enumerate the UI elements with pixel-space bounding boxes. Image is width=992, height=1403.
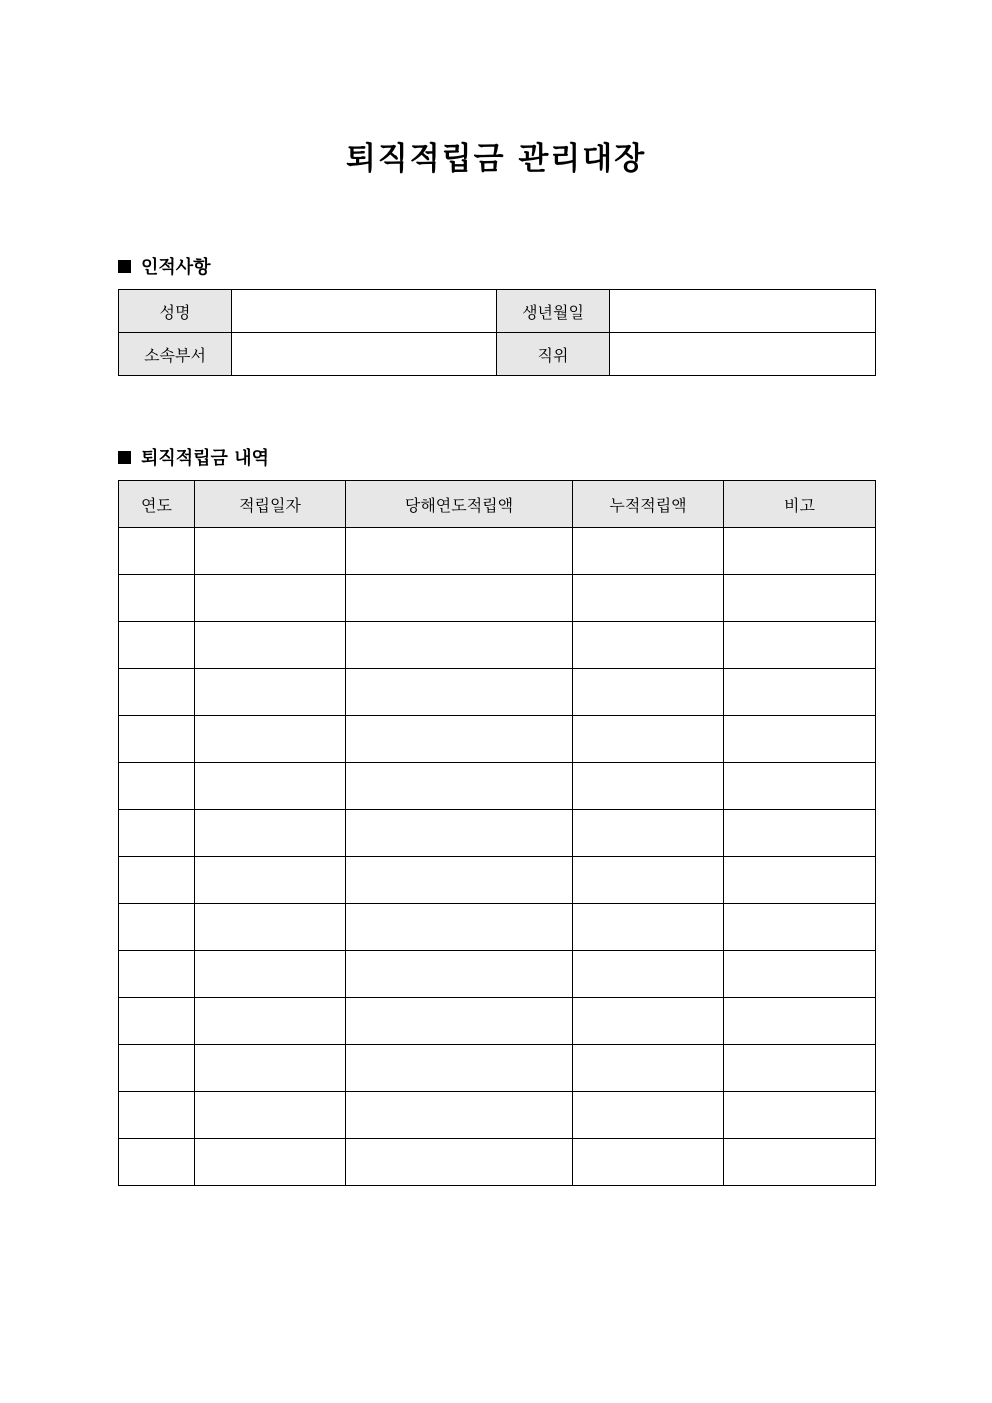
remarks-cell[interactable] <box>724 998 876 1045</box>
table-row <box>119 763 876 810</box>
remarks-cell[interactable] <box>724 1045 876 1092</box>
deposit-date-cell[interactable] <box>195 1092 346 1139</box>
cumulative-deposit-cell[interactable] <box>573 857 724 904</box>
personal-info-heading <box>118 253 211 279</box>
year-cell[interactable] <box>119 669 195 716</box>
deposit-date-cell[interactable] <box>195 669 346 716</box>
year-cell[interactable] <box>119 904 195 951</box>
table-row <box>119 810 876 857</box>
cumulative-deposit-cell[interactable] <box>573 528 724 575</box>
square-bullet-icon <box>118 260 131 273</box>
column-header-year: 연도 <box>119 481 195 528</box>
table-row <box>119 998 876 1045</box>
department-field[interactable] <box>232 333 497 376</box>
annual-deposit-cell[interactable] <box>346 857 573 904</box>
deposit-date-cell[interactable] <box>195 951 346 998</box>
birthdate-label: 생년월일 <box>497 290 610 333</box>
table-row <box>119 1045 876 1092</box>
year-cell[interactable] <box>119 857 195 904</box>
year-cell[interactable] <box>119 1045 195 1092</box>
deposit-date-cell[interactable] <box>195 998 346 1045</box>
table-row <box>119 290 876 333</box>
year-cell[interactable] <box>119 998 195 1045</box>
deposit-date-cell[interactable] <box>195 575 346 622</box>
annual-deposit-cell[interactable] <box>346 669 573 716</box>
column-header-cumulative-deposit: 누적적립액 <box>573 481 724 528</box>
cumulative-deposit-cell[interactable] <box>573 810 724 857</box>
year-cell[interactable] <box>119 763 195 810</box>
remarks-cell[interactable] <box>724 622 876 669</box>
annual-deposit-cell[interactable] <box>346 763 573 810</box>
column-header-annual-deposit: 당해연도적립액 <box>346 481 573 528</box>
deposit-date-cell[interactable] <box>195 622 346 669</box>
annual-deposit-cell[interactable] <box>346 1139 573 1186</box>
year-cell[interactable] <box>119 575 195 622</box>
deposit-date-cell[interactable] <box>195 810 346 857</box>
column-header-deposit-date: 적립일자 <box>195 481 346 528</box>
remarks-cell[interactable] <box>724 763 876 810</box>
cumulative-deposit-cell[interactable] <box>573 575 724 622</box>
cumulative-deposit-cell[interactable] <box>573 763 724 810</box>
retirement-fund-history-table <box>118 480 876 1186</box>
name-field[interactable] <box>232 290 497 333</box>
deposit-date-cell[interactable] <box>195 904 346 951</box>
history-heading <box>118 444 269 470</box>
remarks-cell[interactable] <box>724 1092 876 1139</box>
year-cell[interactable] <box>119 716 195 763</box>
annual-deposit-cell[interactable] <box>346 622 573 669</box>
annual-deposit-cell[interactable] <box>346 716 573 763</box>
deposit-date-cell[interactable] <box>195 1139 346 1186</box>
deposit-date-cell[interactable] <box>195 1045 346 1092</box>
history-heading-text: 퇴직적립금 내역 <box>141 448 269 469</box>
table-row <box>119 716 876 763</box>
cumulative-deposit-cell[interactable] <box>573 1139 724 1186</box>
annual-deposit-cell[interactable] <box>346 1045 573 1092</box>
personal-info-table <box>118 289 876 376</box>
annual-deposit-cell[interactable] <box>346 810 573 857</box>
position-field[interactable] <box>610 333 876 376</box>
annual-deposit-cell[interactable] <box>346 1092 573 1139</box>
cumulative-deposit-cell[interactable] <box>573 622 724 669</box>
table-row <box>119 669 876 716</box>
remarks-cell[interactable] <box>724 951 876 998</box>
deposit-date-cell[interactable] <box>195 763 346 810</box>
name-label: 성명 <box>119 290 232 333</box>
table-row <box>119 622 876 669</box>
department-label: 소속부서 <box>119 333 232 376</box>
annual-deposit-cell[interactable] <box>346 528 573 575</box>
personal-info-heading-text: 인적사항 <box>141 257 211 278</box>
history-table-body <box>119 528 876 1186</box>
year-cell[interactable] <box>119 1092 195 1139</box>
birthdate-field[interactable] <box>610 290 876 333</box>
remarks-cell[interactable] <box>724 857 876 904</box>
table-header-row <box>119 481 876 528</box>
table-row <box>119 1139 876 1186</box>
year-cell[interactable] <box>119 528 195 575</box>
table-row <box>119 1092 876 1139</box>
remarks-cell[interactable] <box>724 810 876 857</box>
annual-deposit-cell[interactable] <box>346 998 573 1045</box>
annual-deposit-cell[interactable] <box>346 575 573 622</box>
cumulative-deposit-cell[interactable] <box>573 904 724 951</box>
remarks-cell[interactable] <box>724 904 876 951</box>
remarks-cell[interactable] <box>724 669 876 716</box>
cumulative-deposit-cell[interactable] <box>573 716 724 763</box>
column-header-remarks: 비고 <box>724 481 876 528</box>
cumulative-deposit-cell[interactable] <box>573 951 724 998</box>
table-row <box>119 528 876 575</box>
cumulative-deposit-cell[interactable] <box>573 1092 724 1139</box>
year-cell[interactable] <box>119 1139 195 1186</box>
remarks-cell[interactable] <box>724 528 876 575</box>
table-row <box>119 951 876 998</box>
table-row <box>119 857 876 904</box>
deposit-date-cell[interactable] <box>195 528 346 575</box>
year-cell[interactable] <box>119 810 195 857</box>
position-label: 직위 <box>497 333 610 376</box>
square-bullet-icon <box>118 451 131 464</box>
annual-deposit-cell[interactable] <box>346 904 573 951</box>
remarks-cell[interactable] <box>724 716 876 763</box>
cumulative-deposit-cell[interactable] <box>573 1045 724 1092</box>
cumulative-deposit-cell[interactable] <box>573 998 724 1045</box>
year-cell[interactable] <box>119 622 195 669</box>
deposit-date-cell[interactable] <box>195 716 346 763</box>
document-title: 퇴직적립금 관리대장 <box>345 141 647 177</box>
cumulative-deposit-cell[interactable] <box>573 669 724 716</box>
table-row <box>119 575 876 622</box>
table-row <box>119 333 876 376</box>
annual-deposit-cell[interactable] <box>346 951 573 998</box>
remarks-cell[interactable] <box>724 1139 876 1186</box>
table-row <box>119 904 876 951</box>
deposit-date-cell[interactable] <box>195 857 346 904</box>
remarks-cell[interactable] <box>724 575 876 622</box>
year-cell[interactable] <box>119 951 195 998</box>
